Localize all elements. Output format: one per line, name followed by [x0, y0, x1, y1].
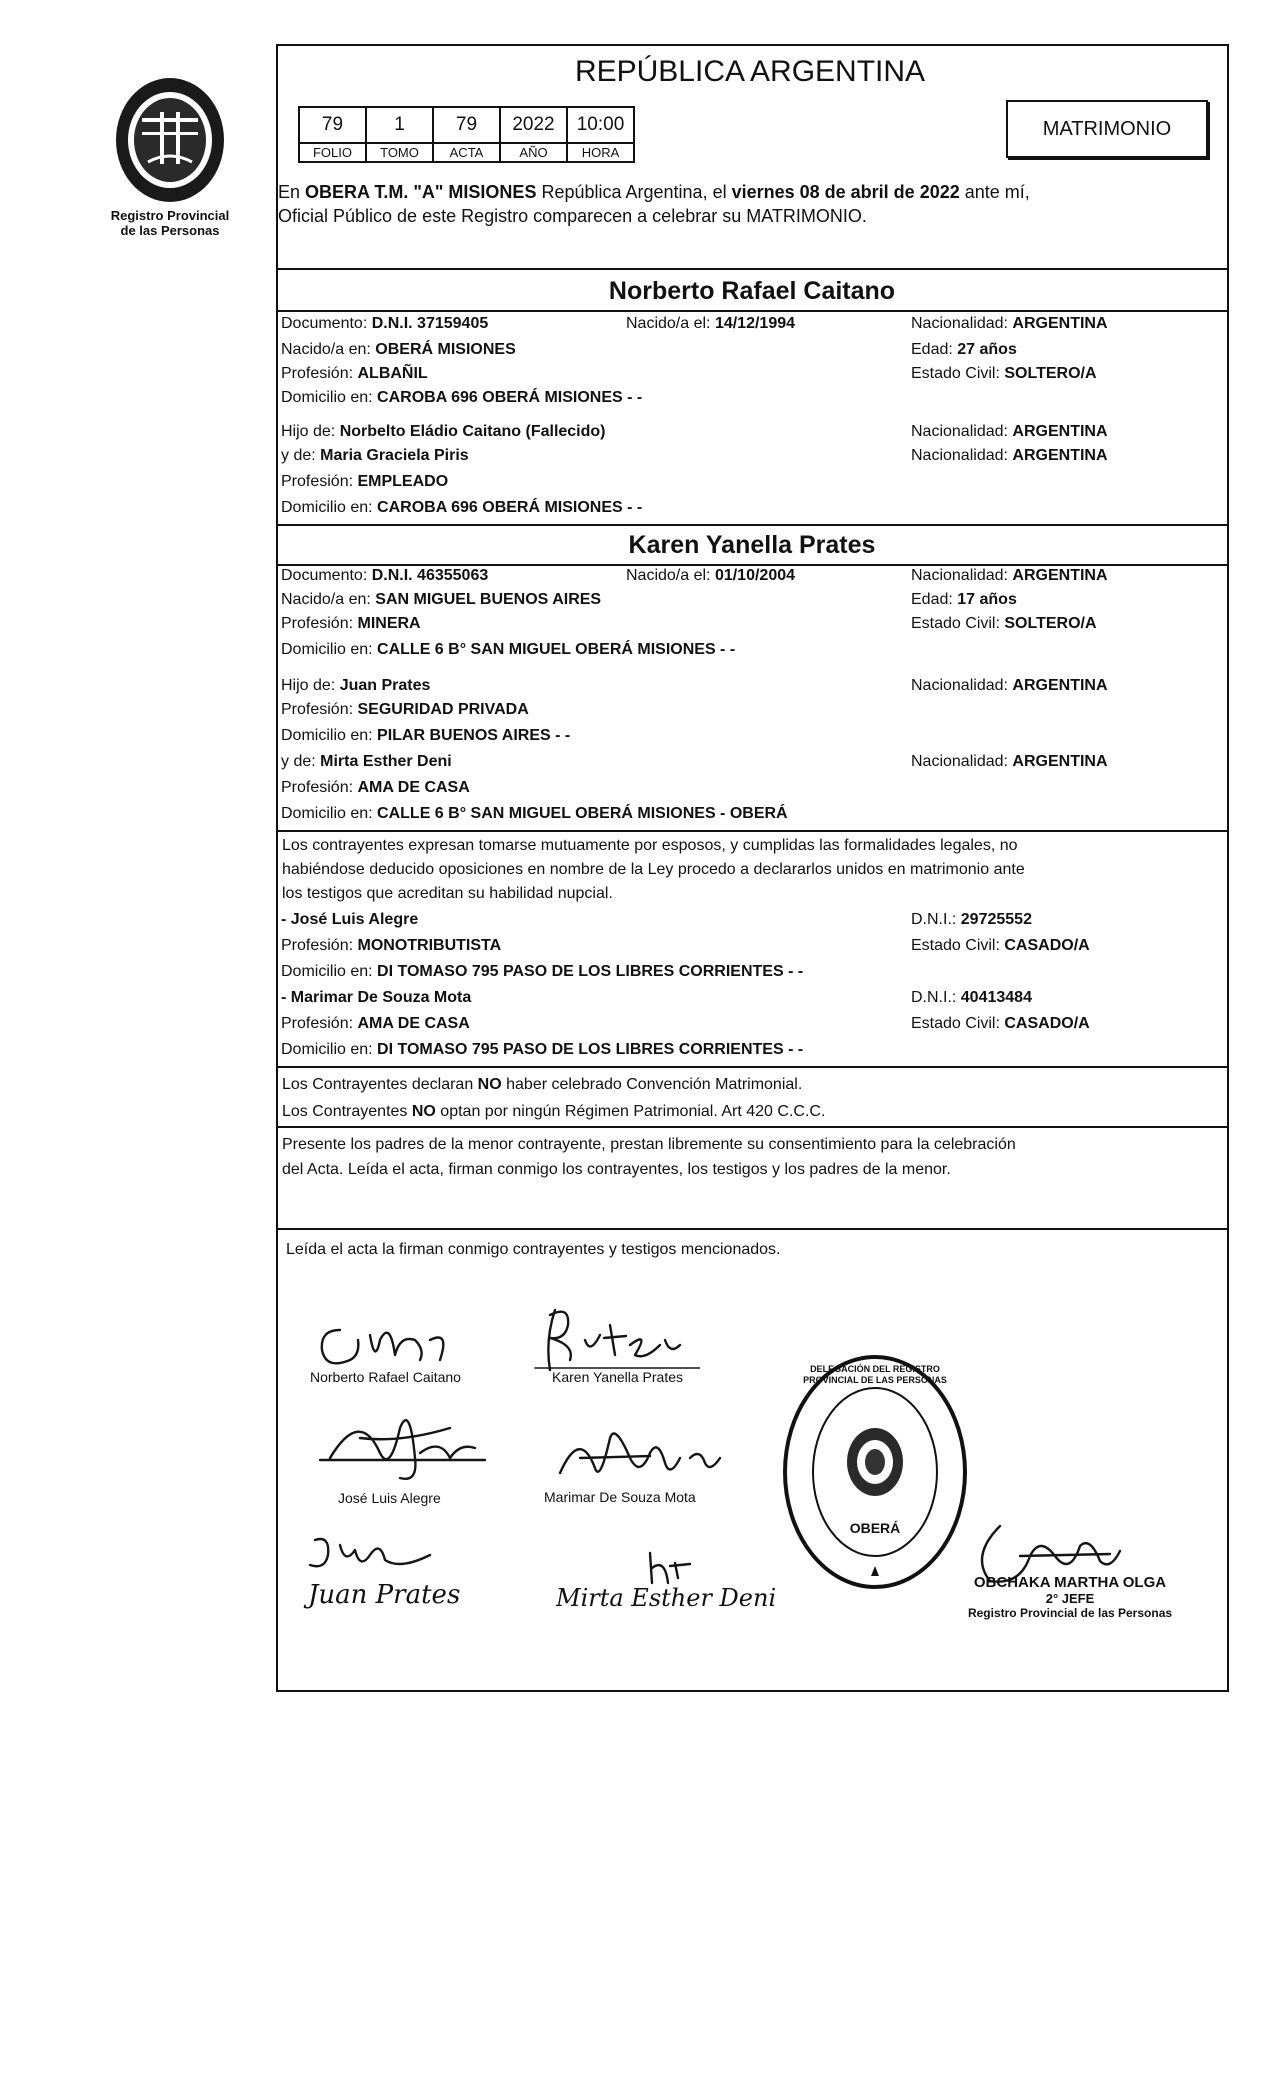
- intro-paragraph: [278, 180, 1226, 228]
- row-left-value: D.N.I. 46355063: [371, 567, 489, 584]
- row-left-field: [281, 752, 452, 771]
- row-right-label: Estado Civil:: [911, 937, 1005, 954]
- row-right-label: Edad:: [911, 341, 958, 358]
- witness-row: [281, 1014, 1223, 1034]
- bride-row: [281, 676, 1223, 696]
- row-left-field: [281, 340, 516, 359]
- row-right-field: [911, 988, 1032, 1007]
- folio-value: 79: [299, 107, 366, 143]
- row-right-label: Nacionalidad:: [911, 423, 1013, 440]
- bride-row: [281, 778, 1223, 798]
- official-office: Registro Provincial de las Personas: [967, 1606, 1173, 1620]
- consent-divider: [276, 1126, 1229, 1128]
- registry-stamp: [780, 1352, 970, 1592]
- row-left-field: [281, 936, 501, 955]
- groom-row: [281, 364, 1223, 384]
- row-right-label: Estado Civil:: [911, 615, 1005, 632]
- row-left-label: Documento:: [281, 567, 372, 584]
- row-right-value: 40413484: [960, 989, 1032, 1006]
- row-left-label: Domicilio en:: [281, 389, 378, 406]
- groom-row: [281, 422, 1223, 442]
- convention-line1-a: Los Contrayentes declaran: [282, 1076, 478, 1093]
- groom-row: [281, 340, 1223, 360]
- row-right-field: [911, 752, 1108, 771]
- intro-prefix: En: [278, 182, 306, 202]
- row-left-label: Domicilio en:: [281, 727, 378, 744]
- bride-row: [281, 566, 1223, 586]
- row-left-value: PILAR BUENOS AIRES - -: [377, 727, 571, 744]
- mother-written-name: Mirta Esther Deni: [556, 1584, 777, 1612]
- row-left-label: y de:: [281, 447, 321, 464]
- frame-top-border: [276, 44, 1229, 46]
- row-left-field: [281, 700, 529, 719]
- bride-row: [281, 640, 1223, 660]
- row-right-value: SOLTERO/A: [1004, 365, 1097, 382]
- row-left-value: AMA DE CASA: [357, 779, 470, 796]
- row-middle-field: [626, 566, 795, 585]
- row-left-field: [281, 778, 470, 797]
- row-right-field: [911, 614, 1097, 633]
- logo-caption-line2: de las Personas: [120, 223, 220, 238]
- convention-line2-a: Los Contrayentes: [282, 1103, 412, 1120]
- declaration-text: [282, 834, 1226, 906]
- row-right-label: D.N.I.:: [911, 989, 961, 1006]
- convention-text: [282, 1071, 1226, 1125]
- row-left-value: D.N.I. 37159405: [371, 315, 489, 332]
- logo-caption: [88, 208, 252, 238]
- registry-logo: [108, 72, 232, 208]
- convention-line1: [282, 1071, 1226, 1098]
- row-right-field: [911, 340, 1017, 359]
- consent-text: [282, 1132, 1226, 1182]
- row-left-label: Profesión:: [281, 701, 358, 718]
- witness1-signature-label: José Luis Alegre: [338, 1490, 441, 1506]
- row-left-label: Domicilio en:: [281, 1041, 378, 1058]
- groom-row: [281, 498, 1223, 518]
- row-left-value: CALLE 6 B° SAN MIGUEL OBERÁ MISIONES - OBERÁ: [377, 805, 788, 822]
- row-left-value: CAROBA 696 OBERÁ MISIONES - -: [377, 389, 643, 406]
- frame-bottom-border: [276, 1690, 1229, 1692]
- bride-signature: [530, 1300, 700, 1375]
- logo-caption-line1: Registro Provincial: [110, 208, 230, 223]
- groom-name: Norberto Rafael Caitano: [608, 277, 896, 305]
- row-left-value: Juan Prates: [339, 677, 431, 694]
- intro-line2: Oficial Público de este Registro comparecen a celebrar su MATRIMONIO.: [278, 206, 867, 226]
- row-right-field: [911, 566, 1108, 585]
- row-left-value: MINERA: [357, 615, 421, 632]
- hour-value: 10:00: [567, 107, 634, 143]
- witness-row: [281, 962, 1223, 982]
- row-left-label: Profesión:: [281, 937, 358, 954]
- row-right-label: D.N.I.:: [911, 911, 961, 928]
- row-left-label: Profesión:: [281, 779, 358, 796]
- row-right-label: Nacionalidad:: [911, 447, 1013, 464]
- row-right-label: Estado Civil:: [911, 365, 1005, 382]
- row-left-value: MONOTRIBUTISTA: [357, 937, 502, 954]
- stamp-ring-text: DELEGACIÓN DEL REGISTRO PROVINCIAL DE LAS PERSONAS: [803, 1364, 947, 1385]
- row-left-value: SAN MIGUEL BUENOS AIRES: [375, 591, 602, 608]
- row-left-value: ALBAÑIL: [357, 365, 428, 382]
- document-title: REPÚBLICA ARGENTINA: [574, 55, 926, 88]
- witness-row: [281, 1040, 1223, 1060]
- row-right-value: ARGENTINA: [1012, 567, 1108, 584]
- witness-row: [281, 936, 1223, 956]
- row-left-field: [281, 566, 488, 585]
- witness1-signature: [300, 1398, 500, 1488]
- row-right-field: [911, 910, 1032, 929]
- row-middle-value: 14/12/1994: [714, 315, 796, 332]
- row-left-value: CALLE 6 B° SAN MIGUEL OBERÁ MISIONES - -: [377, 641, 736, 658]
- consent-line1: Presente los padres de la menor contrayente, prestan libremente su consentimiento para la celebración: [282, 1136, 1016, 1153]
- row-left-field: [281, 364, 428, 383]
- row-right-label: Nacionalidad:: [911, 315, 1013, 332]
- row-right-value: ARGENTINA: [1012, 447, 1108, 464]
- row-right-value: CASADO/A: [1004, 1015, 1090, 1032]
- row-left-value: EMPLEADO: [357, 473, 449, 490]
- declaration-line3: los testigos que acreditan su habilidad nupcial.: [282, 885, 613, 902]
- row-middle-label: Nacido/a el:: [626, 567, 715, 584]
- row-left-field: [281, 498, 642, 517]
- row-left-label: Profesión:: [281, 615, 358, 632]
- row-right-field: [911, 1014, 1090, 1033]
- row-left-field: [281, 446, 469, 465]
- groom-row: [281, 388, 1223, 408]
- bride-row: [281, 700, 1223, 720]
- row-left-field: [281, 590, 601, 609]
- row-left-field: [281, 676, 430, 695]
- bride-row: [281, 804, 1223, 824]
- act-number-grid: [298, 106, 635, 163]
- row-left-field: [281, 1040, 803, 1059]
- row-middle-value: 01/10/2004: [714, 567, 796, 584]
- act-number-table: [298, 106, 635, 163]
- row-left-label: Profesión:: [281, 473, 358, 490]
- row-right-value: 29725552: [960, 911, 1032, 928]
- witness-row: [281, 910, 1223, 930]
- row-left-field: [281, 614, 421, 633]
- bride-row: [281, 590, 1223, 610]
- row-left-value: - José Luis Alegre: [281, 911, 419, 928]
- act-type-box: [1006, 100, 1208, 158]
- row-left-label: Nacido/a en:: [281, 341, 376, 358]
- groom-row: [281, 446, 1223, 466]
- row-left-label: Domicilio en:: [281, 499, 378, 516]
- row-right-field: [911, 936, 1090, 955]
- groom-divider-name: [276, 310, 1229, 312]
- row-right-value: 17 años: [957, 591, 1017, 608]
- intro-line1: [278, 180, 1226, 204]
- row-right-field: [911, 446, 1108, 465]
- acta-label: ACTA: [433, 143, 500, 162]
- bride-row: [281, 726, 1223, 746]
- row-right-value: ARGENTINA: [1012, 677, 1108, 694]
- groom-row: [281, 472, 1223, 492]
- row-left-field: [281, 910, 418, 929]
- row-left-label: Profesión:: [281, 365, 358, 382]
- witness2-signature-label: Marimar De Souza Mota: [544, 1489, 696, 1505]
- acta-value: 79: [433, 107, 500, 143]
- row-left-field: [281, 422, 606, 441]
- convention-line2-no: NO: [411, 1103, 436, 1120]
- frame-right-border: [1227, 44, 1229, 1692]
- year-label: AÑO: [500, 143, 567, 162]
- row-left-value: DI TOMASO 795 PASO DE LOS LIBRES CORRIENTES - -: [377, 963, 804, 980]
- row-left-label: Hijo de:: [281, 423, 340, 440]
- intro-suffix: ante mí,: [959, 182, 1030, 202]
- row-left-label: Domicilio en:: [281, 641, 378, 658]
- bride-row: [281, 752, 1223, 772]
- groom-divider-top: [276, 268, 1229, 270]
- row-left-field: [281, 726, 570, 745]
- bride-signature-label: Karen Yanella Prates: [552, 1369, 684, 1385]
- groom-row: [281, 314, 1223, 334]
- row-left-value: - Marimar De Souza Mota: [281, 989, 472, 1006]
- row-left-label: Hijo de:: [281, 677, 340, 694]
- row-left-field: [281, 388, 642, 407]
- row-right-value: 27 años: [957, 341, 1017, 358]
- official-name: OBCHAKA MARTHA OLGA: [973, 1574, 1167, 1591]
- row-left-label: Domicilio en:: [281, 963, 378, 980]
- row-right-value: ARGENTINA: [1012, 753, 1108, 770]
- convention-line2-c: optan por ningún Régimen Patrimonial. Art 420 C.C.C.: [435, 1103, 826, 1120]
- convention-line1-c: haber celebrado Convención Matrimonial.: [501, 1076, 803, 1093]
- row-left-label: Domicilio en:: [281, 805, 378, 822]
- row-left-value: OBERÁ MISIONES: [375, 341, 516, 358]
- convention-divider: [276, 1066, 1229, 1068]
- row-right-field: [911, 314, 1108, 333]
- row-left-value: SEGURIDAD PRIVADA: [357, 701, 529, 718]
- official-info: [950, 1574, 1190, 1620]
- official-role: 2° JEFE: [1045, 1591, 1095, 1606]
- stamp-bottom-text: OBERÁ: [849, 1520, 901, 1536]
- row-right-label: Nacionalidad:: [911, 567, 1013, 584]
- row-middle-label: Nacido/a el:: [626, 315, 715, 332]
- row-right-field: [911, 590, 1017, 609]
- row-left-field: [281, 640, 735, 659]
- row-right-value: CASADO/A: [1004, 937, 1090, 954]
- folio-label: FOLIO: [299, 143, 366, 162]
- convention-line2: [282, 1098, 1226, 1125]
- row-middle-field: [626, 314, 795, 333]
- witness2-signature: [540, 1418, 740, 1490]
- row-left-field: [281, 962, 803, 981]
- closing-divider: [276, 1228, 1229, 1230]
- row-right-value: ARGENTINA: [1012, 315, 1108, 332]
- consent-line2: del Acta. Leída el acta, firman conmigo los contrayentes, los testigos y los padres de la menor.: [282, 1161, 951, 1178]
- row-left-field: [281, 314, 488, 333]
- row-left-label: Documento:: [281, 315, 372, 332]
- father-written-name: Juan Prates: [308, 1580, 461, 1610]
- row-right-label: Nacionalidad:: [911, 753, 1013, 770]
- act-type-label: MATRIMONIO: [1042, 118, 1172, 140]
- intro-mid: República Argentina, el: [536, 182, 732, 202]
- row-left-field: [281, 1014, 470, 1033]
- bride-divider-top: [276, 524, 1229, 526]
- tomo-label: TOMO: [366, 143, 433, 162]
- closing-text: Leída el acta la firman conmigo contrayentes y testigos mencionados.: [286, 1241, 781, 1258]
- mother-signature: [640, 1548, 700, 1588]
- bride-name: Karen Yanella Prates: [628, 531, 876, 559]
- declaration-divider: [276, 830, 1229, 832]
- hour-label: HORA: [567, 143, 634, 162]
- row-left-value: Mirta Esther Deni: [320, 753, 452, 770]
- row-left-value: Norbelto Eládio Caitano (Fallecido): [339, 423, 606, 440]
- row-right-value: SOLTERO/A: [1004, 615, 1097, 632]
- row-right-field: [911, 422, 1108, 441]
- row-left-label: y de:: [281, 753, 321, 770]
- row-left-label: Profesión:: [281, 1015, 358, 1032]
- tomo-value: 1: [366, 107, 433, 143]
- year-value: 2022: [500, 107, 567, 143]
- bride-row: [281, 614, 1223, 634]
- row-left-field: [281, 988, 471, 1007]
- witness-row: [281, 988, 1223, 1008]
- row-right-value: ARGENTINA: [1012, 423, 1108, 440]
- row-left-field: [281, 472, 448, 491]
- declaration-line2: habiéndose deducido oposiciones en nombre de la Ley procedo a declararlos unidos en matrimonio ante: [282, 861, 1025, 878]
- row-left-value: CAROBA 696 OBERÁ MISIONES - -: [377, 499, 643, 516]
- row-left-value: AMA DE CASA: [357, 1015, 470, 1032]
- row-left-label: Nacido/a en:: [281, 591, 376, 608]
- row-right-label: Estado Civil:: [911, 1015, 1005, 1032]
- row-right-field: [911, 364, 1097, 383]
- declaration-line1: Los contrayentes expresan tomarse mutuamente por esposos, y cumplidas las formalidades legales, no: [282, 837, 1018, 854]
- row-right-label: Nacionalidad:: [911, 677, 1013, 694]
- row-left-field: [281, 804, 788, 823]
- intro-place: OBERA T.M. "A" MISIONES: [305, 182, 537, 202]
- row-right-field: [911, 676, 1108, 695]
- groom-signature-label: Norberto Rafael Caitano: [310, 1369, 461, 1385]
- row-right-label: Edad:: [911, 591, 958, 608]
- row-left-value: Maria Graciela Piris: [320, 447, 469, 464]
- convention-line1-no: NO: [477, 1076, 502, 1093]
- intro-date: viernes 08 de abril de 2022: [731, 182, 960, 202]
- row-left-value: DI TOMASO 795 PASO DE LOS LIBRES CORRIENTES - -: [377, 1041, 804, 1058]
